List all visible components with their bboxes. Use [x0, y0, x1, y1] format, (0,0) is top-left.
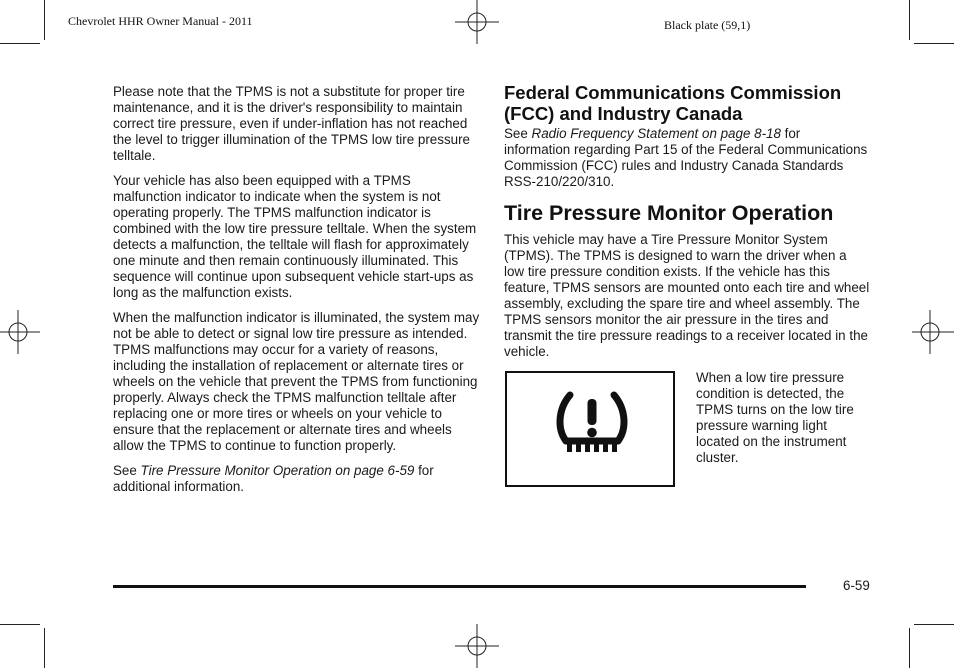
- text: for additional information.: [113, 463, 434, 494]
- crop-mark: [914, 624, 954, 625]
- warning-light-figure: [505, 371, 675, 487]
- figure-caption: When a low tire pressure condition is detected, the TPMS turns on the low tire pressure warning light located on the instrument cluster.: [696, 370, 854, 465]
- left-column: [113, 84, 481, 504]
- paragraph: Please note that the TPMS is not a substitute for proper tire maintenance, and it is the driver's responsibility to maintain correct tire pressure, even if under-inflation has not reached the level to trigger illumination of the TPMS low tire pressure telltale.: [113, 84, 470, 163]
- registration-mark-icon: [455, 624, 499, 668]
- cross-reference-link[interactable]: Radio Frequency Statement on page 8-18: [531, 126, 781, 141]
- paragraph: When the malfunction indicator is illuminated, the system may not be able to detect or signal low tire pressure as intended. TPMS malfunctions may occur for a variety of reasons, including the installation of replacement or alternate tires or wheels on the vehicle that prevent the TPMS from functioning properly. Always check the TPMS malfunction telltale after replacing one or more tires or wheels on your vehicle to ensure that the replacement or alternate tires and wheels allow the TPMS to continue to function properly.: [113, 310, 480, 453]
- page-number: 6-59: [843, 578, 870, 593]
- running-header-title: Chevrolet HHR Owner Manual - 2011: [68, 14, 253, 28]
- section-heading-tpm: Tire Pressure Monitor Operation: [504, 201, 834, 225]
- crop-mark: [0, 43, 40, 44]
- registration-mark-icon: [0, 310, 44, 354]
- footer-rule: [113, 585, 806, 588]
- paragraph: [504, 126, 870, 190]
- crop-mark: [44, 0, 45, 40]
- text: See: [504, 126, 532, 141]
- running-header-plate: Black plate (59,1): [664, 18, 751, 32]
- crop-mark: [909, 628, 910, 668]
- cross-reference-link[interactable]: Tire Pressure Monitor Operation on page 6-59: [140, 463, 415, 478]
- crop-mark: [909, 0, 910, 40]
- crop-mark: [44, 628, 45, 668]
- paragraph: This vehicle may have a Tire Pressure Monitor System (TPMS). The TPMS is designed to warn the driver when a low tire pressure condition exists. If the vehicle has this feature, TPMS sensors are mounted onto each tire and wheel assembly, excluding the spare tire and wheel assembly. The TPMS sensors monitor the air pressure in the tires and transmit the tire pressure readings to a receiver located in the vehicle.: [504, 232, 870, 359]
- registration-mark-icon: [910, 310, 954, 354]
- text: See: [113, 463, 141, 478]
- section-heading-fcc: Federal Communications Commission (FCC) and Industry Canada: [504, 82, 842, 124]
- crop-mark: [0, 624, 40, 625]
- registration-mark-icon: [455, 0, 499, 44]
- paragraph: [113, 463, 481, 495]
- crop-mark: [914, 43, 954, 44]
- figure: [504, 370, 870, 500]
- text: for information regarding Part 15 of the Federal Communications Commission (FCC) rules and Industry Canada Standards RSS-210/220/310.: [504, 126, 868, 189]
- paragraph: Your vehicle has also been equipped with a TPMS malfunction indicator to indicate when the system is not operating properly. The TPMS malfunction indicator is combined with the low tire pressure telltale. When the system detects a malfunction, the telltale will flash for approximately one minute and then remain continuously illuminated. This sequence will continue upon subsequent vehicle start-ups as long as the malfunction exists.: [113, 173, 477, 300]
- right-column: [504, 82, 870, 500]
- low-tire-pressure-warning-icon: [553, 389, 631, 459]
